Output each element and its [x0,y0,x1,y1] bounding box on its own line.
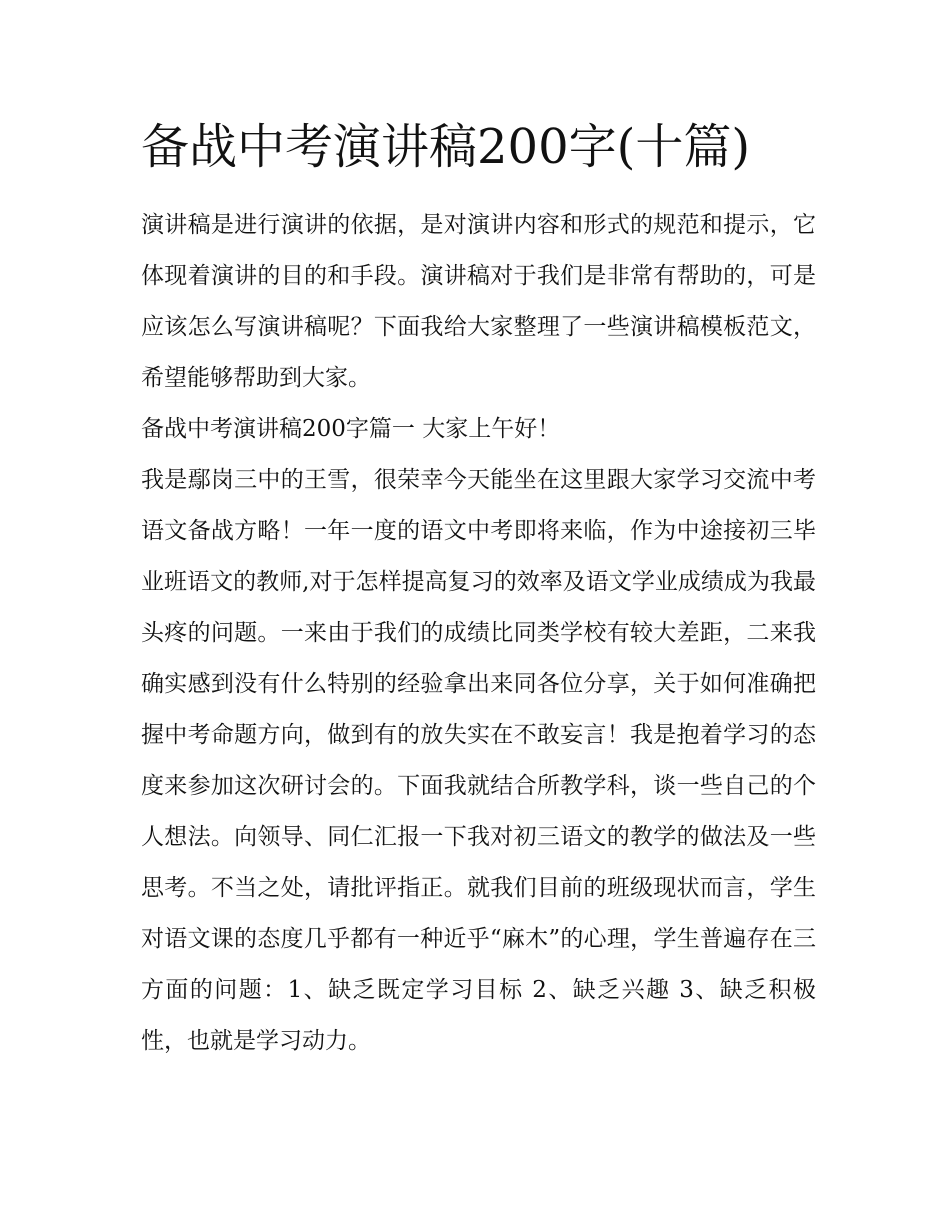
body-paragraph: 我是鄢岗三中的王雪，很荣幸今天能坐在这里跟大家学习交流中考语文备战方略！一年一度的语文中考即将来临，作为中途接初三毕业班语文的教师,对于怎样提高复习的效率及语文学业成绩成为我最头疼的问题。一来由于我们的成绩比同类学校有较大差距，二来我确实感到没有什么特别的经验拿出来同各位分享，关于如何准确把握中考命题方向，做到有的放失实在不敢妄言！我是抱着学习的态度来参加这次研讨会的。下面我就结合所教学科，谈一些自己的个人想法。向领导、同仁汇报一下我对初三语文的教学的做法及一些思考。不当之处，请批评指正。就我们目前的班级现状而言，学生对语文课的态度几乎都有一种近乎“麻木”的心理，学生普遍存在三方面的问题：1、缺乏既定学习目标 2、缺乏兴趣 3、缺乏积极性，也就是学习动力。 [141,467,816,1054]
document-body [141,112,816,1067]
intro-paragraph: 演讲稿是进行演讲的依据，是对演讲内容和形式的规范和提示，它体现着演讲的目的和手段。演讲稿对于我们是非常有帮助的，可是应该怎么写演讲稿呢？下面我给大家整理了一些演讲稿模板范文，希望能够帮助到大家。 [141,212,816,391]
section-heading-paragraph: 备战中考演讲稿200字篇一 大家上午好！ [141,416,561,442]
document-title: 备战中考演讲稿200字(十篇) [141,119,751,175]
